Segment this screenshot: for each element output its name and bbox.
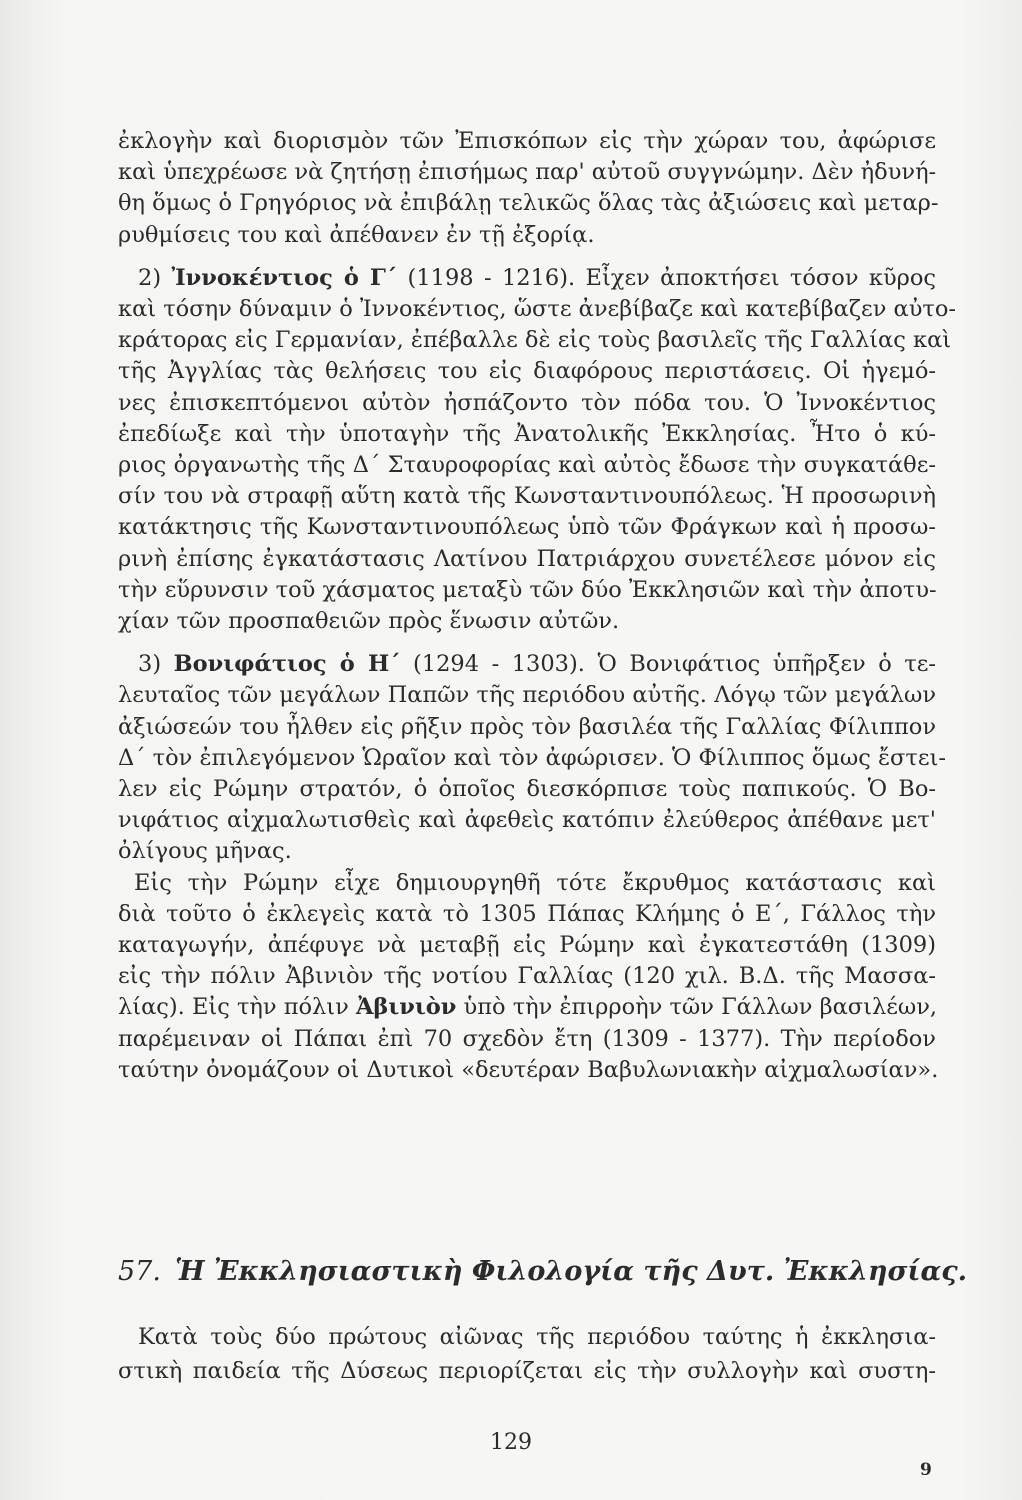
text-line: ἐκλογὴν καὶ διορισμὸν τῶν Ἐπισκόπων εἰς τὴν χώραν του, ἀφώρισε [118,128,936,154]
text-line: νες ἐπισκεπτόμενοι αὐτὸν ἠσπάζοντο τὸν πόδα του. Ὁ Ἰννοκέντιος [118,389,936,416]
pope-name-boniface: Βονιφάτιος ὁ Η΄ [173,651,401,678]
text-line: καὶ τόσην δύναμιν ὁ Ἰννοκέντιος, ὥστε ἀνεβίβαζε καὶ κατεβίβαζεν αὐτο- [118,296,957,323]
section-title: Ἡ Ἐκκλησιαστικὴ Φιλολογία τῆς Δυτ. Ἐκκλησίας. [174,1256,968,1287]
pope-name-innocent: Ἰννοκέντιος ὁ Γ΄ [171,264,398,291]
text-line: λεν εἰς Ρώμην στρατόν, ὁ ὁποῖος διεσκόρπισε τοὺς παπικούς. Ὁ Βο- [118,776,936,803]
text-line: κράτορας εἰς Γερμανίαν, ἐπέβαλλε δὲ εἰς τοὺς βασιλεῖς τῆς Γαλλίας καὶ [118,327,952,354]
section-heading [118,1256,968,1287]
text-line: σίν του νὰ στραφῇ αὕτη κατὰ τῆς Κωνσταντινουπόλεως. Ἡ προσωρινὴ [118,483,936,510]
text-line: ρινὴ ἐπίσης ἐγκατάστασις Λατίνου Πατριάρχου συνετέλεσε μόνον εἰς [118,545,936,572]
text-line: ρυθμίσεις του καὶ ἀπέθανεν ἐν τῇ ἐξορίᾳ. [118,221,595,248]
section-body [118,1320,936,1388]
signature-mark: 9 [920,1460,932,1480]
main-text [118,126,957,1086]
text-line: νιφάτιος αἰχμαλωτισθεὶς καὶ ἀφεθεὶς κατόπιν ἐλεύθερος ἀπέθανε μετ' [118,807,936,834]
text-line: ὀλίγους μῆνας. [118,838,292,865]
text-line: τὴν εὕρυνσιν τοῦ χάσματος μεταξὺ τῶν δύο Ἐκκλησιῶν καὶ τὴν ἀποτυ- [118,576,937,603]
text-line: Κατὰ τοὺς δύο πρώτους αἰῶνας τῆς περιόδου ταύτης ἡ ἐκκλησια- [138,1324,936,1350]
text-line: λευταῖος τῶν μεγάλων Παπῶν τῆς περιόδου αὐτῆς. Λόγῳ τῶν μεγάλων [118,682,936,709]
section-number: 57. [118,1256,161,1287]
text-line: διὰ τοῦτο ὁ ἐκλεγεὶς κατὰ τὸ 1305 Πάπας Κλήμης ὁ Ε΄, Γάλλος τὴν [118,900,936,927]
text-line: καταγωγήν, ἀπέφυγε νὰ μεταβῇ εἰς Ρώμην καὶ ἐγκατεστάθη (1309) [118,932,936,959]
text-line: ἐπεδίωξε καὶ τὴν ὑποταγὴν τῆς Ἀνατολικῆς Ἐκκλησίας. Ἦτο ὁ κύ- [118,420,936,447]
text-line: θη ὅμως ὁ Γρηγόριος νὰ ἐπιβάλῃ τελικῶς ὅλας τὰς ἀξιώσεις καὶ μεταρ- [118,190,939,217]
text-line: χίαν τῶν προσπαθειῶν πρὸς ἕνωσιν αὐτῶν. [118,608,620,635]
text-line: τῆς Ἀγγλίας τὰς θελήσεις του εἰς διαφόρους περιστάσεις. Οἱ ἡγεμό- [118,358,936,385]
text-line: εἰς τὴν πόλιν Ἀβινιὸν τῆς νοτίου Γαλλίας (120 χιλ. Β.Δ. τῆς Μασσα- [118,963,936,990]
city-name-avignon: Ἀβινιὸν [355,994,457,1021]
paragraph-boniface-first-line: 3) Βονιφάτιος ὁ Η΄ (1294 - 1303). Ὁ Βονιφάτιος ὑπῆρξεν ὁ τε- [138,651,936,678]
text-line: ταύτην ὀνομάζουν οἱ Δυτικοὶ «δευτέραν Βαβυλωνιακὴν αἰχμαλωσίαν». [118,1056,939,1083]
text-line: λίας). Εἰς τὴν πόλιν Ἀβινιὸν ὑπὸ τὴν ἐπιρροὴν τῶν Γάλλων βασιλέων, [118,994,938,1021]
text-line: στικὴ παιδεία τῆς Δύσεως περιορίζεται εἰς τὴν συλλογὴν καὶ συστη- [118,1358,936,1384]
text-line: κατάκτησις τῆς Κωνσταντινουπόλεως ὑπὸ τῶν Φράγκων καὶ ἡ προσω- [118,514,936,541]
text-line: Εἰς τὴν Ρώμην εἶχε δημιουργηθῆ τότε ἔκρυθμος κατάστασις καὶ [134,869,936,896]
paragraph-innocent-first-line: 2) Ἰννοκέντιος ὁ Γ΄ (1198 - 1216). Εἶχεν ἀποκτήσει τόσον κῦρος [138,264,937,291]
text-line: Δ΄ τὸν ἐπιλεγόμενον Ὡραῖον καὶ τὸν ἀφώρισεν. Ὁ Φίλιππος ὅμως ἔστει- [118,744,946,771]
text-line: ριος ὀργανωτὴς τῆς Δ΄ Σταυροφορίας καὶ αὐτὸς ἔδωσε τὴν συγκατάθε- [118,452,936,479]
page-number: 129 [490,1430,532,1455]
text-line: καὶ ὑπεχρέωσε νὰ ζητήσῃ ἐπισήμως παρ' αὐτοῦ συγγνώμην. Δὲν ἠδυνή- [118,159,937,186]
text-line: παρέμειναν οἱ Πάπαι ἐπὶ 70 σχεδὸν ἔτη (1309 - 1377). Τὴν περίοδον [118,1025,936,1052]
text-line: ἀξιώσεών του ἦλθεν εἰς ρῆξιν πρὸς τὸν βασιλέα τῆς Γαλλίας Φίλιππον [118,713,936,740]
